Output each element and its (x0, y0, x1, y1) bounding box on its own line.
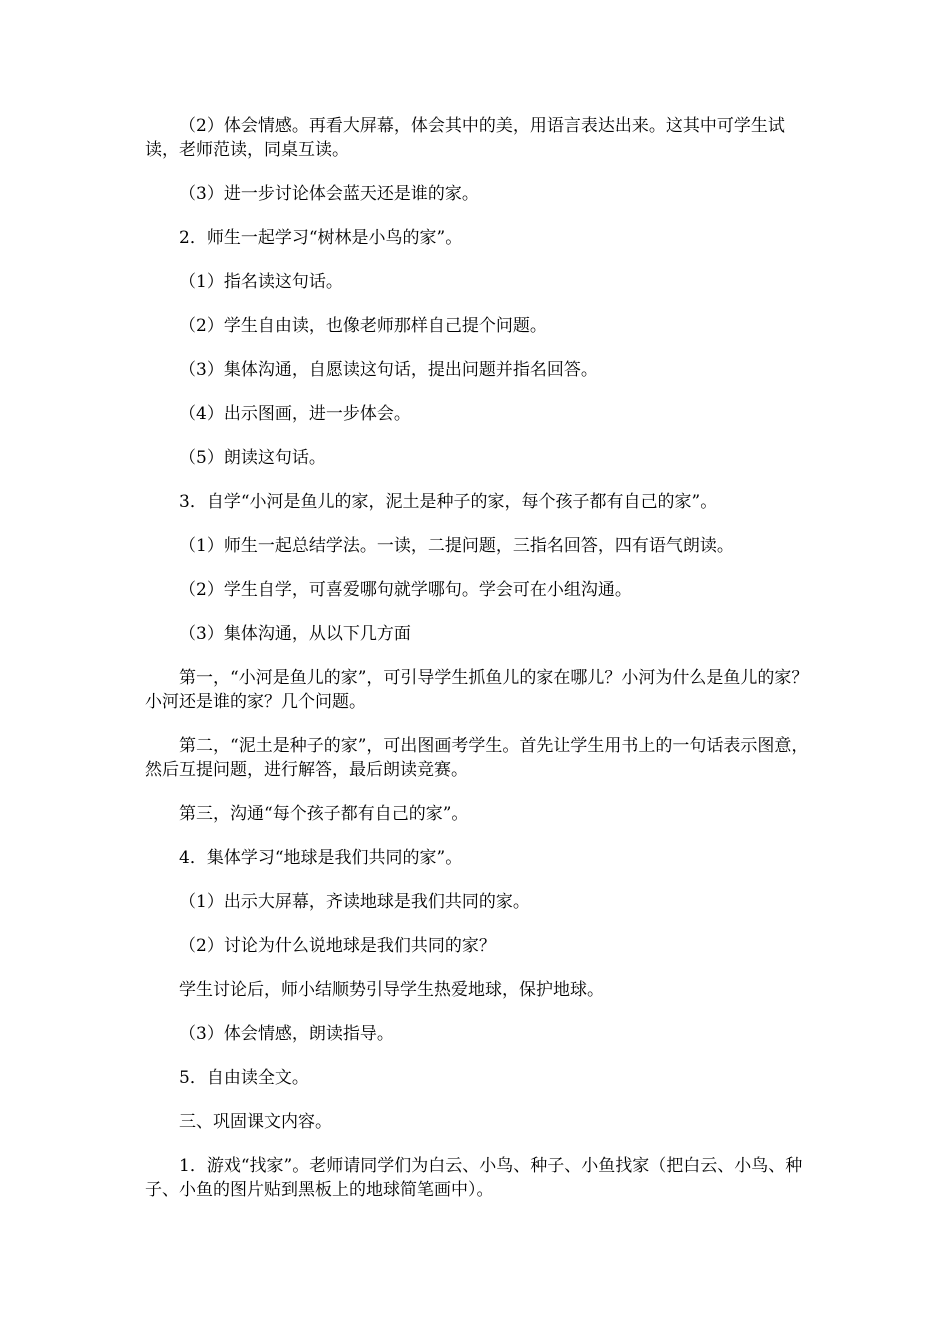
paragraph-1: （2）体会情感。再看大屏幕，体会其中的美，用语言表达出来。这其中可学生试读，老师范读，同桌互读。 (145, 116, 785, 160)
paragraph-20: （3）体会情感，朗读指导。 (179, 1024, 394, 1044)
document-page (145, 114, 810, 1202)
paragraph-17: （1）出示大屏幕，齐读地球是我们共同的家。 (179, 892, 530, 912)
paragraph-13: 第一，“小河是鱼儿的家”，可引导学生抓鱼儿的家在哪儿？小河为什么是鱼儿的家？小河还是谁的家？几个问题。 (145, 668, 809, 712)
paragraph-19: 学生讨论后，师小结顺势引导学生热爱地球，保护地球。 (179, 980, 604, 1000)
paragraph-4: （1）指名读这句话。 (179, 272, 343, 292)
paragraph-3: 2．师生一起学习“树林是小鸟的家”。 (179, 228, 463, 248)
paragraph-10: （1）师生一起总结学法。一读，二提问题，三指名回答，四有语气朗读。 (179, 536, 734, 556)
paragraph-12: （3）集体沟通，从以下几方面 (179, 624, 411, 644)
paragraph-22: 三、巩固课文内容。 (179, 1112, 332, 1132)
paragraph-23: 1．游戏“找家”。老师请同学们为白云、小鸟、种子、小鱼找家（把白云、小鸟、种子、小鱼的图片贴到黑板上的地球简笔画中）。 (145, 1156, 803, 1200)
paragraph-5: （2）学生自由读，也像老师那样自己提个问题。 (179, 316, 547, 336)
paragraph-18: （2）讨论为什么说地球是我们共同的家？ (179, 936, 496, 956)
paragraph-16: 4．集体学习“地球是我们共同的家”。 (179, 848, 463, 868)
paragraph-14: 第二，“泥土是种子的家”，可出图画考学生。首先让学生用书上的一句话表示图意，然后互提问题，进行解答，最后朗读竞赛。 (145, 736, 809, 780)
paragraph-21: 5．自由读全文。 (179, 1068, 309, 1088)
paragraph-15: 第三，沟通“每个孩子都有自己的家”。 (179, 804, 469, 824)
paragraph-8: （5）朗读这句话。 (179, 448, 326, 468)
paragraph-2: （3）进一步讨论体会蓝天还是谁的家。 (179, 184, 479, 204)
paragraph-6: （3）集体沟通，自愿读这句话，提出问题并指名回答。 (179, 360, 598, 380)
paragraph-11: （2）学生自学，可喜爱哪句就学哪句。学会可在小组沟通。 (179, 580, 632, 600)
paragraph-9: 3．自学“小河是鱼儿的家，泥土是种子的家，每个孩子都有自己的家”。 (179, 492, 718, 512)
paragraph-7: （4）出示图画，进一步体会。 (179, 404, 411, 424)
